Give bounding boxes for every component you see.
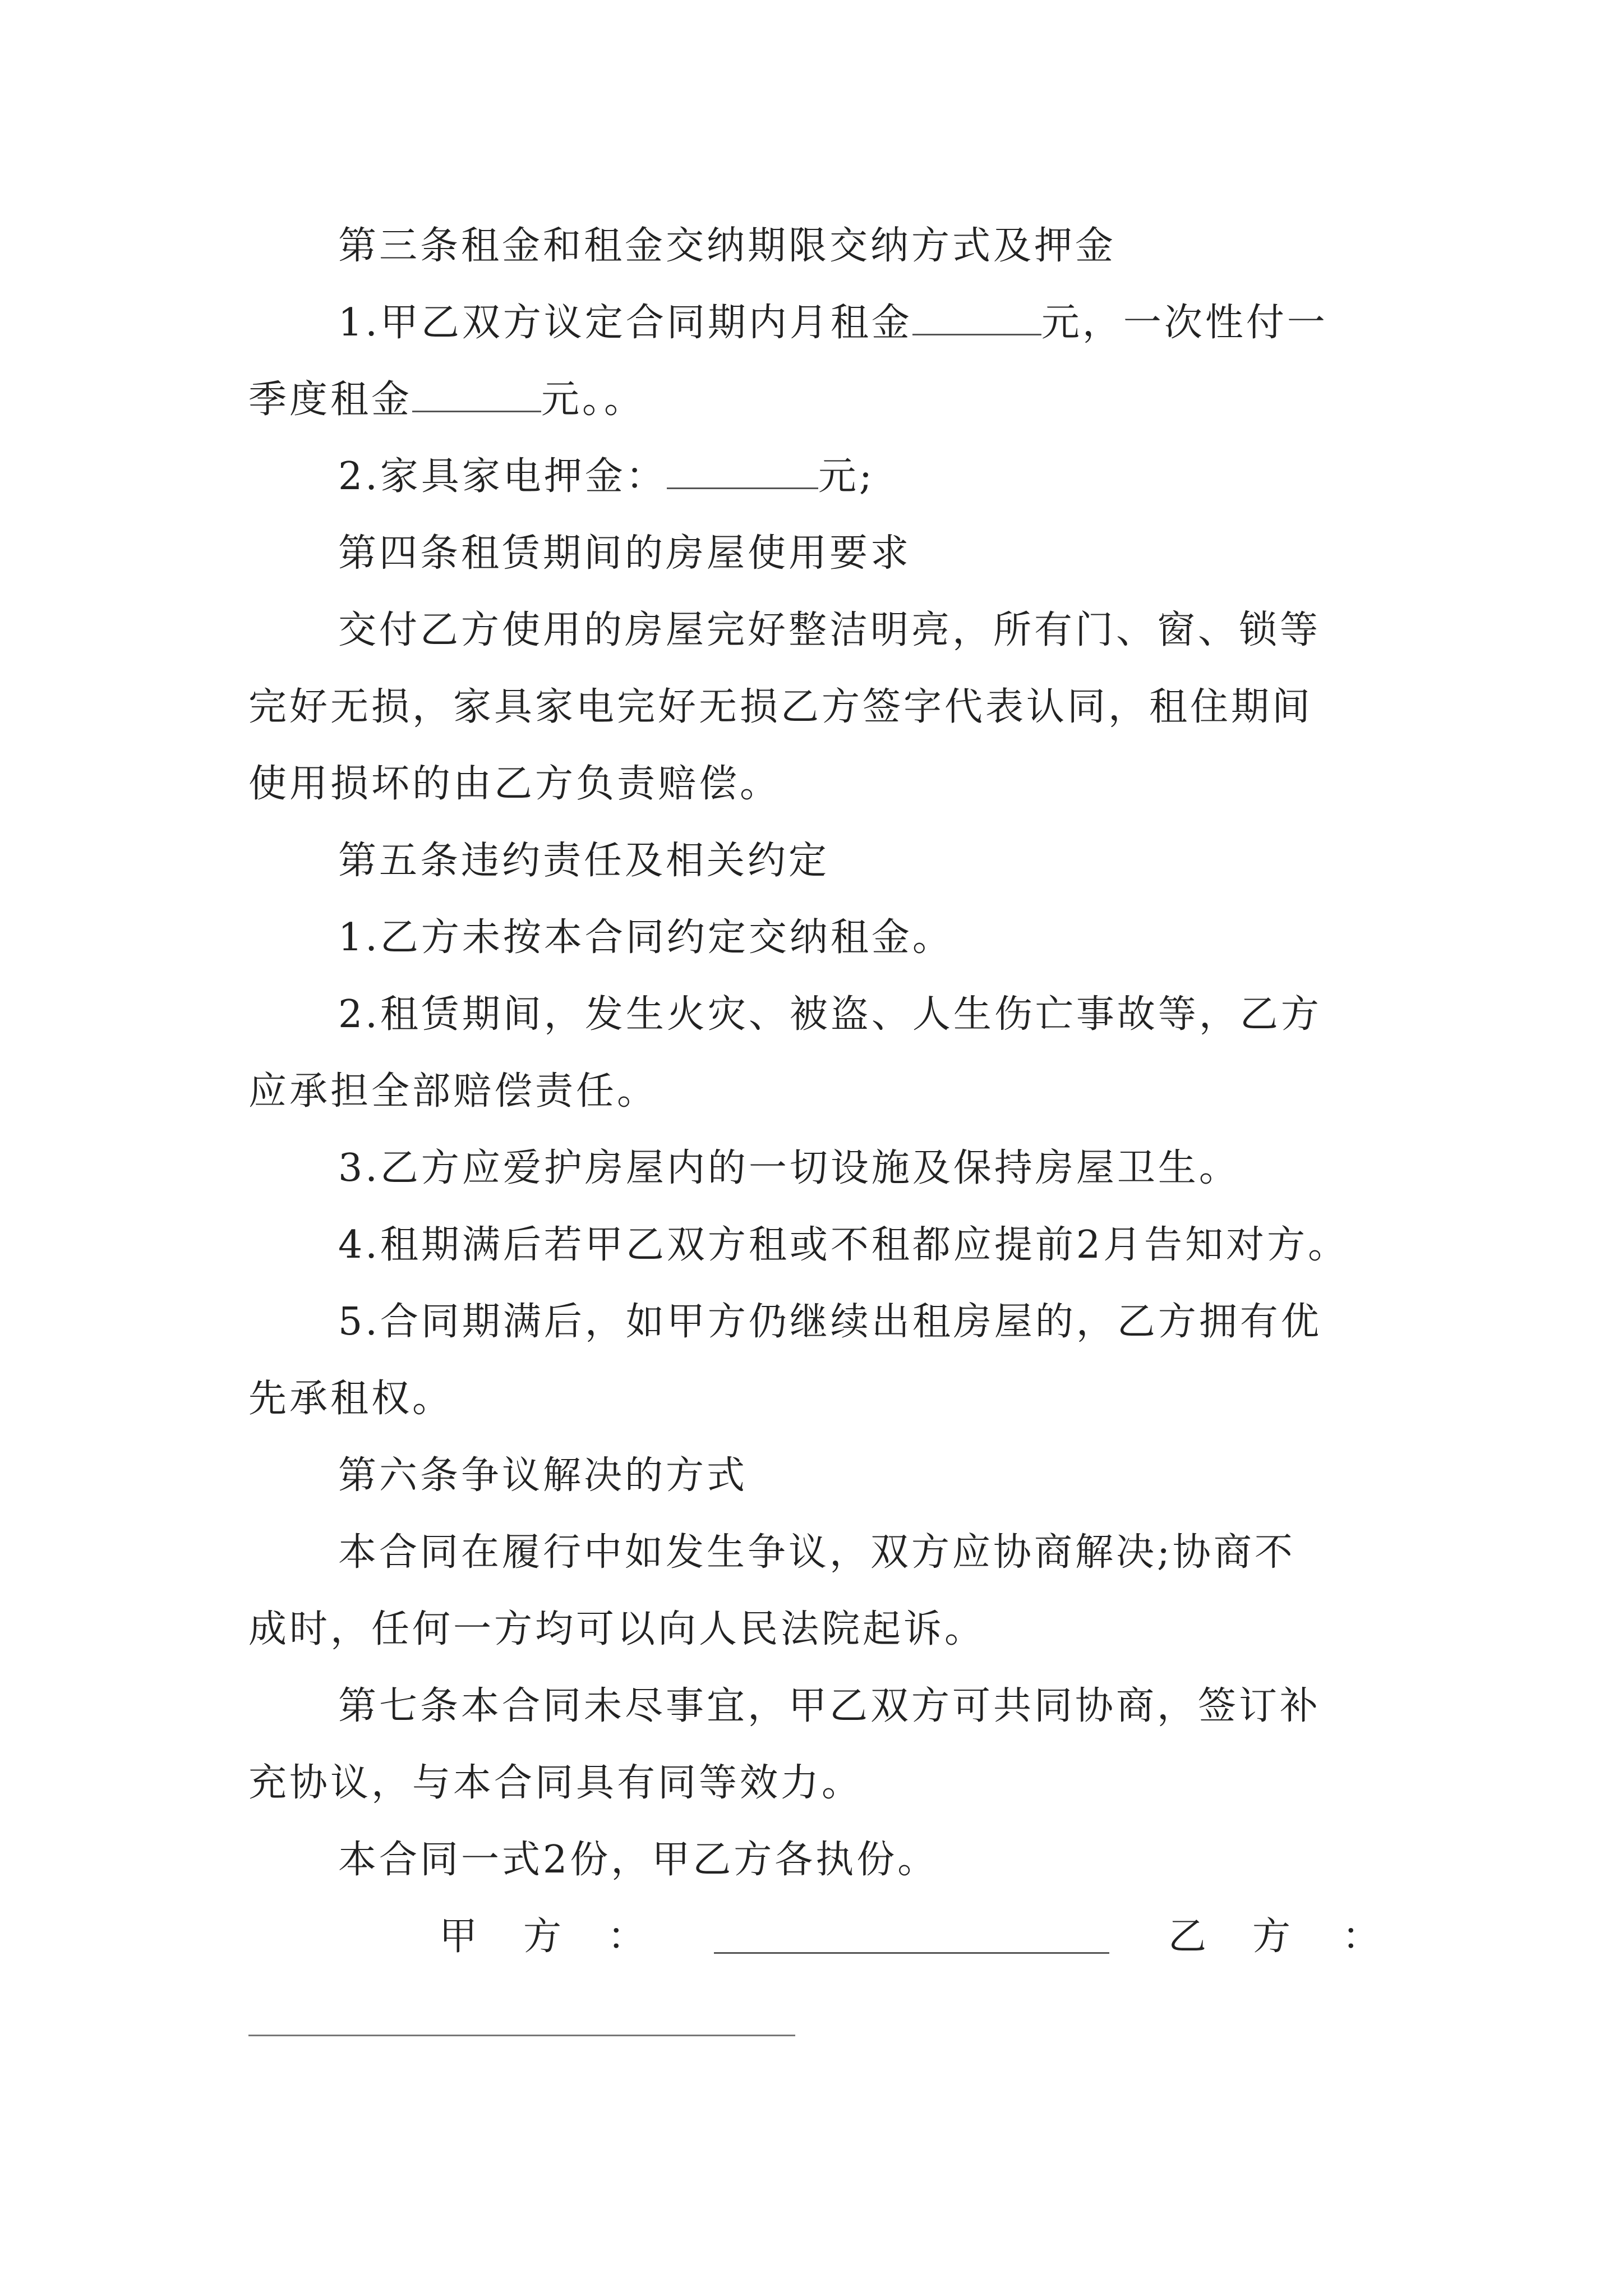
article-7-line-1: 第七条本合同未尽事宜，甲乙双方可共同协商，签订补 bbox=[338, 1684, 1321, 1728]
deposit-text: 2.家具家电押金： bbox=[338, 454, 667, 499]
article-5-item-5-line-2: 先承租权。 bbox=[248, 1377, 454, 1421]
article-5-item-4: 4.租期满后若甲乙双方租或不租都应提前2月告知对方。 bbox=[338, 1223, 1349, 1267]
article-4-para-line-2: 完好无损，家具家电完好无损乙方签字代表认同，租住期间 bbox=[248, 685, 1313, 729]
party-b-colon: ： bbox=[1342, 1915, 1381, 1959]
article-4-para-line-3: 使用损坏的由乙方负责赔偿。 bbox=[248, 762, 781, 806]
quarter-rent-unit: 元。。 bbox=[541, 378, 645, 422]
party-b-label-2: 方 bbox=[1252, 1915, 1291, 1959]
article-7-line-2: 充协议，与本合同具有同等效力。 bbox=[248, 1761, 863, 1805]
party-b-label: 乙 bbox=[1168, 1915, 1207, 1959]
copies-clause: 本合同一式2份，甲乙方各执份。 bbox=[338, 1838, 939, 1882]
article-4-heading: 第四条租赁期间的房屋使用要求 bbox=[338, 531, 912, 576]
quarter-rent-blank bbox=[412, 377, 541, 412]
deposit-blank bbox=[667, 454, 818, 489]
party-a-label: 甲 bbox=[439, 1915, 478, 1959]
article-6-heading: 第六条争议解决的方式 bbox=[338, 1453, 748, 1498]
signature-row bbox=[248, 1898, 1393, 1975]
article-6-para-line-2: 成时，任何一方均可以向人民法院起诉。 bbox=[248, 1607, 986, 1651]
article-3-item-1 bbox=[248, 284, 1393, 361]
article-5-item-3: 3.乙方应爱护房屋内的一切设施及保持房屋卫生。 bbox=[338, 1146, 1240, 1190]
article-5-heading: 第五条违约责任及相关约定 bbox=[338, 839, 830, 883]
article-3-item-1-text: 1.甲乙双方议定合同期内月租金 bbox=[338, 301, 912, 345]
article-4-para-line-1: 交付乙方使用的房屋完好整洁明亮，所有门、窗、锁等 bbox=[338, 608, 1321, 652]
article-3-item-1-text-cont: 元，一次性付一 bbox=[1041, 301, 1328, 345]
article-3-item-1-line-2 bbox=[248, 361, 1393, 438]
monthly-rent-blank bbox=[912, 300, 1041, 335]
contract-body bbox=[248, 208, 1393, 1975]
article-5-item-1: 1.乙方未按本合同约定交纳租金。 bbox=[338, 915, 953, 960]
party-a-signature-blank bbox=[714, 1952, 1109, 1954]
party-b-signature-blank bbox=[248, 2035, 795, 2036]
article-5-item-5-line-1: 5.合同期满后，如甲方仍继续出租房屋的，乙方拥有优 bbox=[338, 1300, 1322, 1344]
article-5-item-2-line-2: 应承担全部赔偿责任。 bbox=[248, 1069, 658, 1114]
quarter-rent-text: 季度租金 bbox=[248, 378, 413, 422]
article-6-para-line-1: 本合同在履行中如发生争议，双方应协商解决;协商不 bbox=[338, 1530, 1295, 1575]
party-a-label-2: 方 bbox=[523, 1915, 562, 1959]
article-3-heading: 第三条租金和租金交纳期限交纳方式及押金 bbox=[338, 224, 1117, 268]
article-5-item-2-line-1: 2.租赁期间，发生火灾、被盗、人生伤亡事故等，乙方 bbox=[338, 992, 1322, 1037]
article-3-item-2 bbox=[248, 438, 1393, 515]
party-a-colon: ： bbox=[607, 1915, 646, 1959]
deposit-unit: 元; bbox=[818, 454, 875, 499]
